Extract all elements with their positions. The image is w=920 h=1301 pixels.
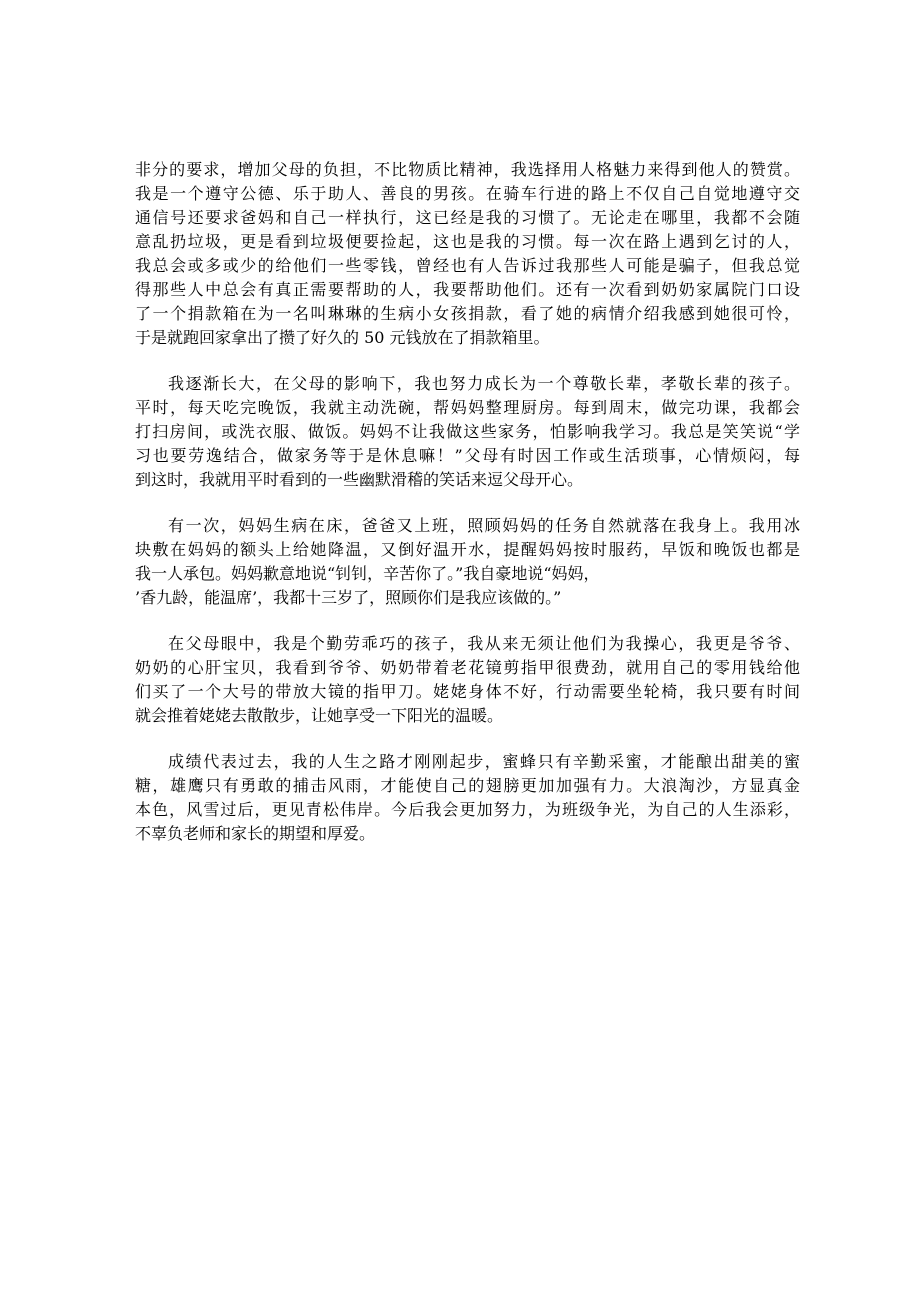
paragraph-gap xyxy=(135,350,800,372)
paragraph-gap xyxy=(135,492,800,514)
text-line: 打扫房间，或洗衣服、做饭。妈妈不让我做这些家务，怕影响我学习。我总是笑笑说“学 xyxy=(135,422,800,441)
paragraph-gap xyxy=(135,728,800,750)
paragraph-5 xyxy=(135,750,800,846)
text-line: ’香九龄，能温席’，我都十三岁了，照顾你们是我应该做的。” xyxy=(135,588,562,607)
text-line: 们买了一个大号的带放大镜的指甲刀。姥姥身体不好，行动需要坐轮椅，我只要有时间 xyxy=(135,682,800,701)
text-line: 非分的要求，增加父母的负担，不比物质比精神，我选择用人格魅力来得到他人的赞赏。 xyxy=(135,160,800,179)
text-line: 奶奶的心肝宝贝，我看到爷爷、奶奶带着老花镜剪指甲很费劲，就用自己的零用钱给他 xyxy=(135,658,800,677)
text-line: 我总会或多或少的给他们一些零钱，曾经也有人告诉过我那些人可能是骗子，但我总觉 xyxy=(135,256,800,275)
text-line: 糖，雄鹰只有勇敢的捕击风雨，才能使自己的翅膀更加加强有力。大浪淘沙，方显真金 xyxy=(135,776,800,795)
text-line: 到这时，我就用平时看到的一些幽默滑稽的笑话来逗父母开心。 xyxy=(135,470,584,489)
text-line: 意乱扔垃圾，更是看到垃圾便要捡起，这也是我的习惯。每一次在路上遇到乞讨的人， xyxy=(135,232,800,251)
paragraph-4 xyxy=(135,632,800,728)
text-line: 本色，风雪过后，更见青松伟岸。今后我会更加努力，为班级争光，为自己的人生添彩， xyxy=(135,800,800,819)
text-line: 习也要劳逸结合，做家务等于是休息嘛！”父母有时因工作或生活琐事，心情烦闷，每 xyxy=(135,446,800,465)
text-line: 平时，每天吃完晚饭，我就主动洗碗，帮妈妈整理厨房。每到周末，做完功课，我都会 xyxy=(135,398,800,417)
text-line: 我是一个遵守公德、乐于助人、善良的男孩。在骑车行进的路上不仅自己自觉地遵守交 xyxy=(135,184,800,203)
text-line: 通信号还要求爸妈和自己一样执行，这已经是我的习惯了。无论走在哪里，我都不会随 xyxy=(135,208,800,227)
document-body xyxy=(135,158,800,846)
text-line: 块敷在妈妈的额头上给她降温，又倒好温开水，提醒妈妈按时服药，早饭和晚饭也都是 xyxy=(135,540,800,559)
paragraph-1 xyxy=(135,158,800,350)
paragraph-3 xyxy=(135,514,800,610)
text-line: 就会推着姥姥去散散步，让她享受一下阳光的温暖。 xyxy=(135,706,504,725)
text-line: 不辜负老师和家长的期望和厚爱。 xyxy=(135,824,376,843)
text-line: 了一个捐款箱在为一名叫琳琳的生病小女孩捐款，看了她的病情介绍我感到她很可怜， xyxy=(135,304,800,323)
text-line: 得那些人中总会有真正需要帮助的人，我要帮助他们。还有一次看到奶奶家属院门口设 xyxy=(135,280,800,299)
text-line: 在父母眼中，我是个勤劳乖巧的孩子，我从来无须让他们为我操心，我更是爷爷、 xyxy=(168,634,800,653)
text-line: 我逐渐长大，在父母的影响下，我也努力成长为一个尊敬长辈，孝敬长辈的孩子。 xyxy=(168,374,800,393)
paragraph-2 xyxy=(135,372,800,492)
paragraph-gap xyxy=(135,610,800,632)
text-line: 我一人承包。妈妈歉意地说“钊钊，辛苦你了。”我自豪地说“妈妈， xyxy=(135,564,600,583)
text-line: 于是就跑回家拿出了攒了好久的 50 元钱放在了捐款箱里。 xyxy=(135,328,550,347)
text-line: 有一次，妈妈生病在床，爸爸又上班，照顾妈妈的任务自然就落在我身上。我用冰 xyxy=(168,516,800,535)
text-line: 成绩代表过去，我的人生之路才刚刚起步，蜜蜂只有辛勤采蜜，才能酿出甜美的蜜 xyxy=(168,752,800,771)
